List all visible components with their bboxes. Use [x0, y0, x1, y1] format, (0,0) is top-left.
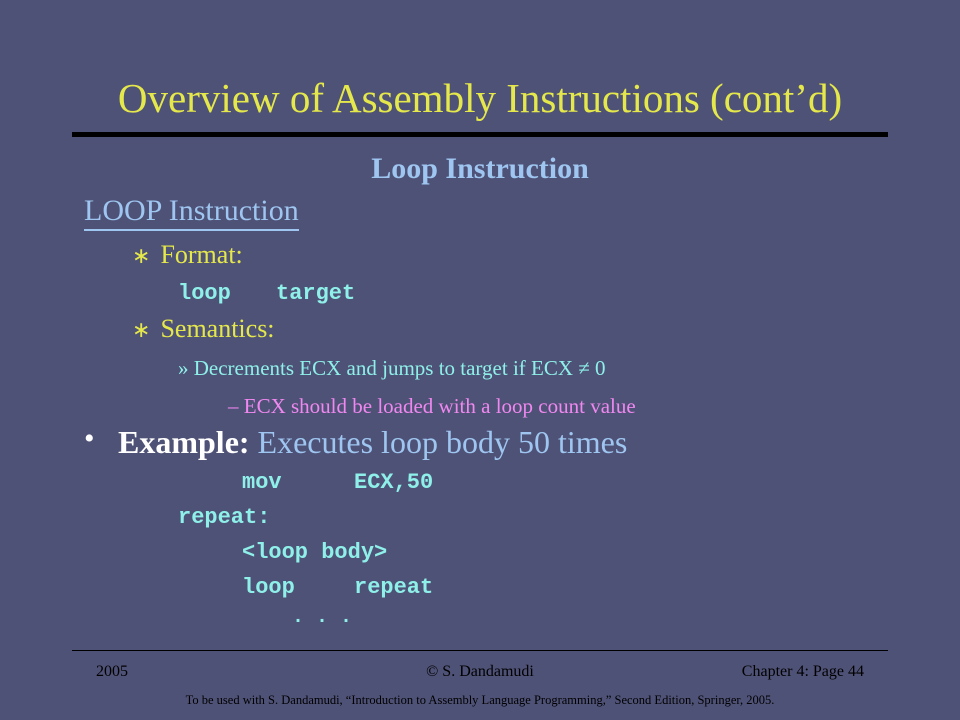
footer-copyright: © S. Dandamudi — [426, 663, 534, 680]
semantics-sub-text: Decrements ECX and jumps to target if ECX ≠ 0 — [193, 356, 606, 380]
semantics-label: Semantics: — [160, 314, 275, 343]
code-line5-ellipsis: . . . — [292, 606, 353, 629]
format-label: Format: — [160, 240, 243, 269]
semantics-subsub-text: ECX should be loaded with a loop count value — [243, 394, 636, 418]
chevron-bullet-icon: » — [178, 356, 189, 380]
title-divider — [72, 132, 888, 137]
footer-page-number: Chapter 4: Page 44 — [741, 663, 864, 680]
code-line2: repeat: — [178, 505, 271, 530]
semantics-item — [132, 314, 275, 344]
asterisk-bullet-icon: ∗ — [132, 317, 151, 342]
footer-credit: To be used with S. Dandamudi, “Introduction to Assembly Language Programming,” Second Edition, Springer, 2005. — [185, 693, 775, 707]
footer-divider — [72, 650, 888, 651]
code-line1-arg: ECX,50 — [354, 470, 434, 495]
example-text: Executes loop body 50 times — [257, 424, 628, 460]
format-item — [132, 240, 243, 270]
example-line — [118, 424, 627, 461]
code-line3: <loop body> — [242, 540, 388, 565]
round-bullet-icon: • — [84, 422, 95, 455]
semantics-subsub-item — [228, 394, 636, 419]
section-heading: LOOP Instruction — [84, 193, 299, 231]
code-line4-op: loop — [242, 575, 295, 600]
footer-year: 2005 — [96, 663, 128, 680]
example-label: Example: — [118, 424, 250, 460]
code-line1-op: mov — [242, 470, 282, 495]
semantics-sub-item — [178, 356, 606, 381]
slide-title: Overview of Assembly Instructions (cont’d) — [117, 75, 843, 121]
format-code-keyword: loop — [178, 281, 231, 306]
slide-subtitle: Loop Instruction — [371, 152, 589, 185]
format-code-operand: target — [276, 281, 356, 306]
code-line4-arg: repeat — [354, 575, 434, 600]
asterisk-bullet-icon: ∗ — [132, 243, 151, 268]
dash-bullet-icon: – — [228, 394, 239, 418]
